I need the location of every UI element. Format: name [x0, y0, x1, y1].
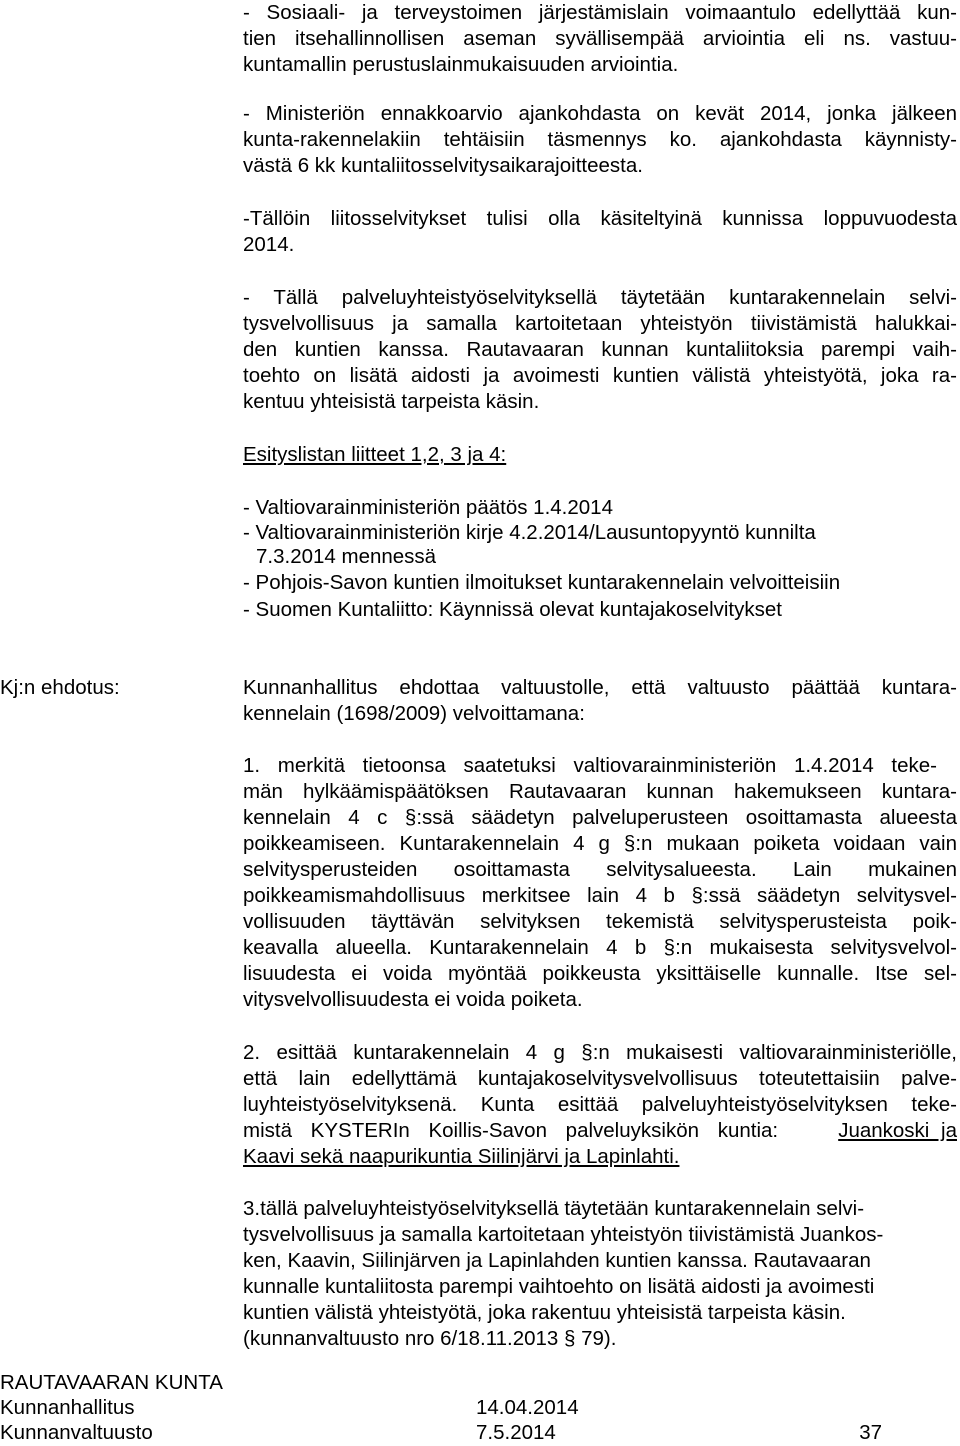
proposal-intro-line: kennelain (1698/2009) velvoittamana: [243, 702, 585, 725]
proposal-item-line: kennelain 4 c §:ssä säädetyn palveluperusteen osoittamasta alueesta [243, 806, 957, 829]
footer-date: 7.5.2014 [476, 1421, 556, 1444]
intro-line: kentuu yhteisistä tarpeista käsin. [243, 390, 540, 413]
proposal-item-line: luyhteistyöselvityksenä. Kunta esittää palveluyhteistyöselvityksen teke- [243, 1093, 957, 1116]
proposal-item-line: vollisuuden täyttävän selvityksen tekemistä selvitysperusteista poik- [243, 910, 957, 933]
proposal-item-line: selvitysperusteiden osoittamasta selvitysalueesta. Lain mukainen [243, 858, 957, 881]
attachment-item-continuation: 7.3.2014 mennessä [256, 545, 437, 568]
footer-body: Kunnanvaltuusto [0, 1421, 153, 1444]
intro-line: - Sosiaali- ja terveystoimen järjestämislain voimaantulo edellyttää kun- [243, 1, 957, 24]
underlined-municipalities: Juankoski ja [838, 1119, 957, 1142]
intro-line: kuntamallin perustuslainmukaisuuden arviointia. [243, 53, 679, 76]
proposal-item-line: poikkeamismahdollisuus merkitsee lain 4 b §:ssä säädetyn selvitysvel- [243, 884, 957, 907]
footer-body: Kunnanhallitus [0, 1396, 135, 1419]
proposal-item-line: 1. merkitä tietoonsa saatetuksi valtiovarainministeriön 1.4.2014 teke- [243, 754, 937, 777]
underlined-municipalities: Kaavi sekä naapurikuntia Siilinjärvi ja Lapinlahti. [243, 1145, 680, 1168]
page-number: 37 [859, 1421, 882, 1444]
intro-line: tysvelvollisuus ja samalla kartoitetaan yhteistyön tiivistämistä halukkai- [243, 312, 957, 335]
proposal-item-line: män hylkäämispäätöksen Rautavaaran kunnan hakemukseen kuntara- [243, 780, 957, 803]
proposal-item-line: vitysvelvollisuudesta ei voida poiketa. [243, 988, 583, 1011]
proposal-label: Kj:n ehdotus: [0, 676, 120, 699]
proposal-item-line: (kunnanvaltuusto nro 6/18.11.2013 § 79). [243, 1327, 617, 1350]
intro-line: tien itsehallinnollisen aseman syvällisempää arviointia eli ns. vastuu- [243, 27, 957, 50]
intro-line: kunta-rakennelakiin tehtäisiin täsmennys ko. ajankohdasta käynnisty- [243, 128, 957, 151]
intro-line: västä 6 kk kuntaliitosselvitysaikarajoitteesta. [243, 154, 643, 177]
attachments-heading: Esityslistan liitteet 1,2, 3 ja 4: [243, 443, 507, 466]
attachment-item: - Pohjois-Savon kuntien ilmoitukset kuntarakennelain velvoitteisiin [243, 571, 841, 594]
proposal-item-line: kunnalle kuntaliitosta parempi vaihtoehto on lisätä aidosti ja avoimesti [243, 1275, 875, 1298]
intro-line: - Ministeriön ennakkoarvio ajankohdasta on kevät 2014, jonka jälkeen [243, 102, 957, 125]
proposal-item-line: että lain edellyttämä kuntajakoselvitysvelvollisuus toteutettaisiin palve- [243, 1067, 957, 1090]
intro-line: den kuntien kanssa. Rautavaaran kunnan kuntaliitoksia parempi vaih- [243, 338, 957, 361]
proposal-item-line [243, 1118, 957, 1144]
proposal-item-line: 3.tällä palveluyhteistyöselvityksellä täytetään kuntarakennelain selvi- [243, 1197, 865, 1220]
attachment-item: - Valtiovarainministeriön kirje 4.2.2014/Lausuntopyyntö kunnilta [243, 521, 816, 544]
proposal-item-line: ken, Kaavin, Siilinjärven ja Lapinlahden kuntien kanssa. Rautavaaran [243, 1249, 871, 1272]
intro-line: toehto on lisätä aidosti ja avoimesti kuntien välistä yhteistyötä, joka ra- [243, 364, 957, 387]
footer-date: 14.04.2014 [476, 1396, 579, 1419]
proposal-item-line: 2. esittää kuntarakennelain 4 g §:n mukaisesti valtiovarainministeriölle, [243, 1041, 957, 1064]
attachment-item: - Valtiovarainministeriön päätös 1.4.2014 [243, 496, 613, 519]
intro-line: 2014. [243, 233, 295, 256]
attachment-item: - Suomen Kuntaliitto: Käynnissä olevat kuntajakoselvitykset [243, 598, 782, 621]
intro-line: -Tällöin liitosselvitykset tulisi olla käsiteltyinä kunnissa loppuvuodesta [243, 207, 957, 230]
proposal-item-line: lisuudesta ei voida myöntää poikkeusta yksittäiselle kunnalle. Itse sel- [243, 962, 957, 985]
proposal-item-line: tysvelvollisuus ja samalla kartoitetaan yhteistyön tiivistämistä Juankos- [243, 1223, 884, 1246]
footer-organization: RAUTAVAARAN KUNTA [0, 1371, 223, 1394]
proposal-item-line: keavalla alueella. Kuntarakennelain 4 b §:n mukaisesta selvitysvelvol- [243, 936, 957, 959]
proposal-item-line: kuntien välistä yhteistyötä, joka rakentuu yhteisistä tarpeista käsin. [243, 1301, 846, 1324]
proposal-item-text: mistä KYSTERIn Koillis-Savon palveluyksikön kuntia: [243, 1119, 779, 1142]
proposal-intro-line: Kunnanhallitus ehdottaa valtuustolle, että valtuusto päättää kuntara- [243, 676, 957, 699]
proposal-item-line: poikkeamiseen. Kuntarakennelain 4 g §:n mukaan poiketa voidaan vain [243, 832, 957, 855]
intro-line: - Tällä palveluyhteistyöselvityksellä täytetään kuntarakennelain selvi- [243, 286, 957, 309]
